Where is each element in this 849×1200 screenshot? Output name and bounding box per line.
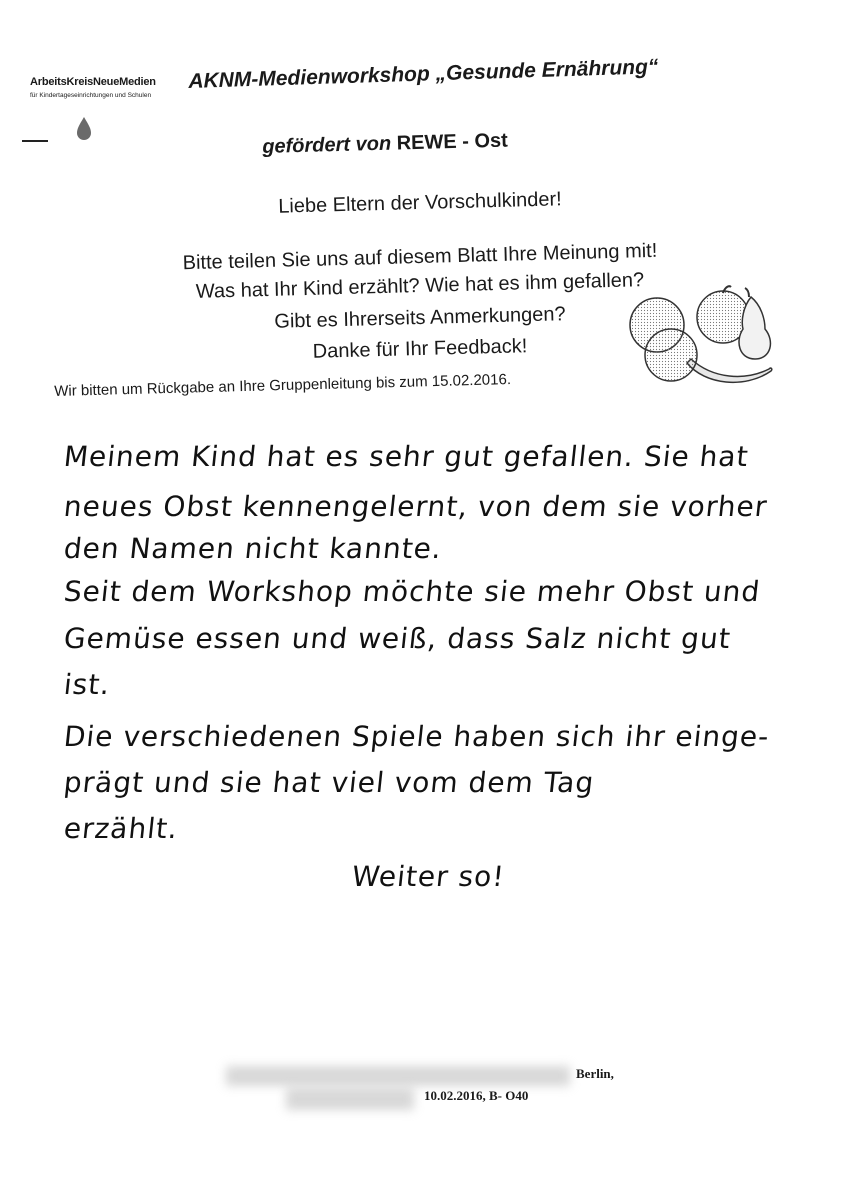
question-line: Was hat Ihr Kind erzählt? Wie hat es ihm gefallen? xyxy=(195,269,645,303)
handwritten-line: Gemüse essen und weiß, dass Salz nicht gut xyxy=(62,622,733,655)
question-line: Bitte teilen Sie uns auf diesem Blatt Ihre Meinung mit! xyxy=(182,239,658,275)
handwritten-line: Die verschiedenen Spiele haben sich ihr einge- xyxy=(62,720,772,753)
logo-subtitle: für Kindertageseinrichtungen und Schulen xyxy=(30,92,152,99)
question-line: Gibt es Ihrerseits Anmerkungen? xyxy=(274,303,566,333)
logo-dash xyxy=(22,140,48,142)
return-note: Wir bitten um Rückgabe an Ihre Gruppenleitung bis zum 15.02.2016. xyxy=(54,371,512,400)
logo-name: ArbeitsKreisNeueMedien xyxy=(30,76,156,88)
handwritten-line: Seit dem Workshop möchte sie mehr Obst und xyxy=(62,575,762,608)
handwritten-line: prägt und sie hat viel vom dem Tag xyxy=(62,766,596,799)
handwritten-line: neues Obst kennengelernt, von dem sie vorher xyxy=(62,490,770,523)
handwritten-line: erzählt. xyxy=(62,812,180,845)
redacted-block xyxy=(286,1088,414,1110)
ink-drop-icon xyxy=(74,116,94,142)
handwritten-line: ist. xyxy=(62,668,112,701)
handwritten-line: den Namen nicht kannte. xyxy=(62,532,444,565)
sponsored-prefix: gefördert von xyxy=(262,132,392,158)
redacted-block xyxy=(226,1066,570,1086)
footer-date-code: 10.02.2016, B- O40 xyxy=(424,1088,529,1103)
sponsor-line xyxy=(262,130,508,159)
handwritten-line: Meinem Kind hat es sehr gut gefallen. Sie hat xyxy=(62,440,751,473)
sponsor-name: REWE - Ost xyxy=(396,129,509,155)
fruit-illustration-icon xyxy=(625,285,785,395)
handwritten-closing: Weiter so! xyxy=(350,860,507,893)
question-line: Danke für Ihr Feedback! xyxy=(312,335,528,363)
page-title: AKNM-Medienworkshop „Gesunde Ernährung“ xyxy=(188,55,659,93)
greeting: Liebe Eltern der Vorschulkinder! xyxy=(277,188,562,218)
footer-city: Berlin, xyxy=(576,1066,614,1081)
